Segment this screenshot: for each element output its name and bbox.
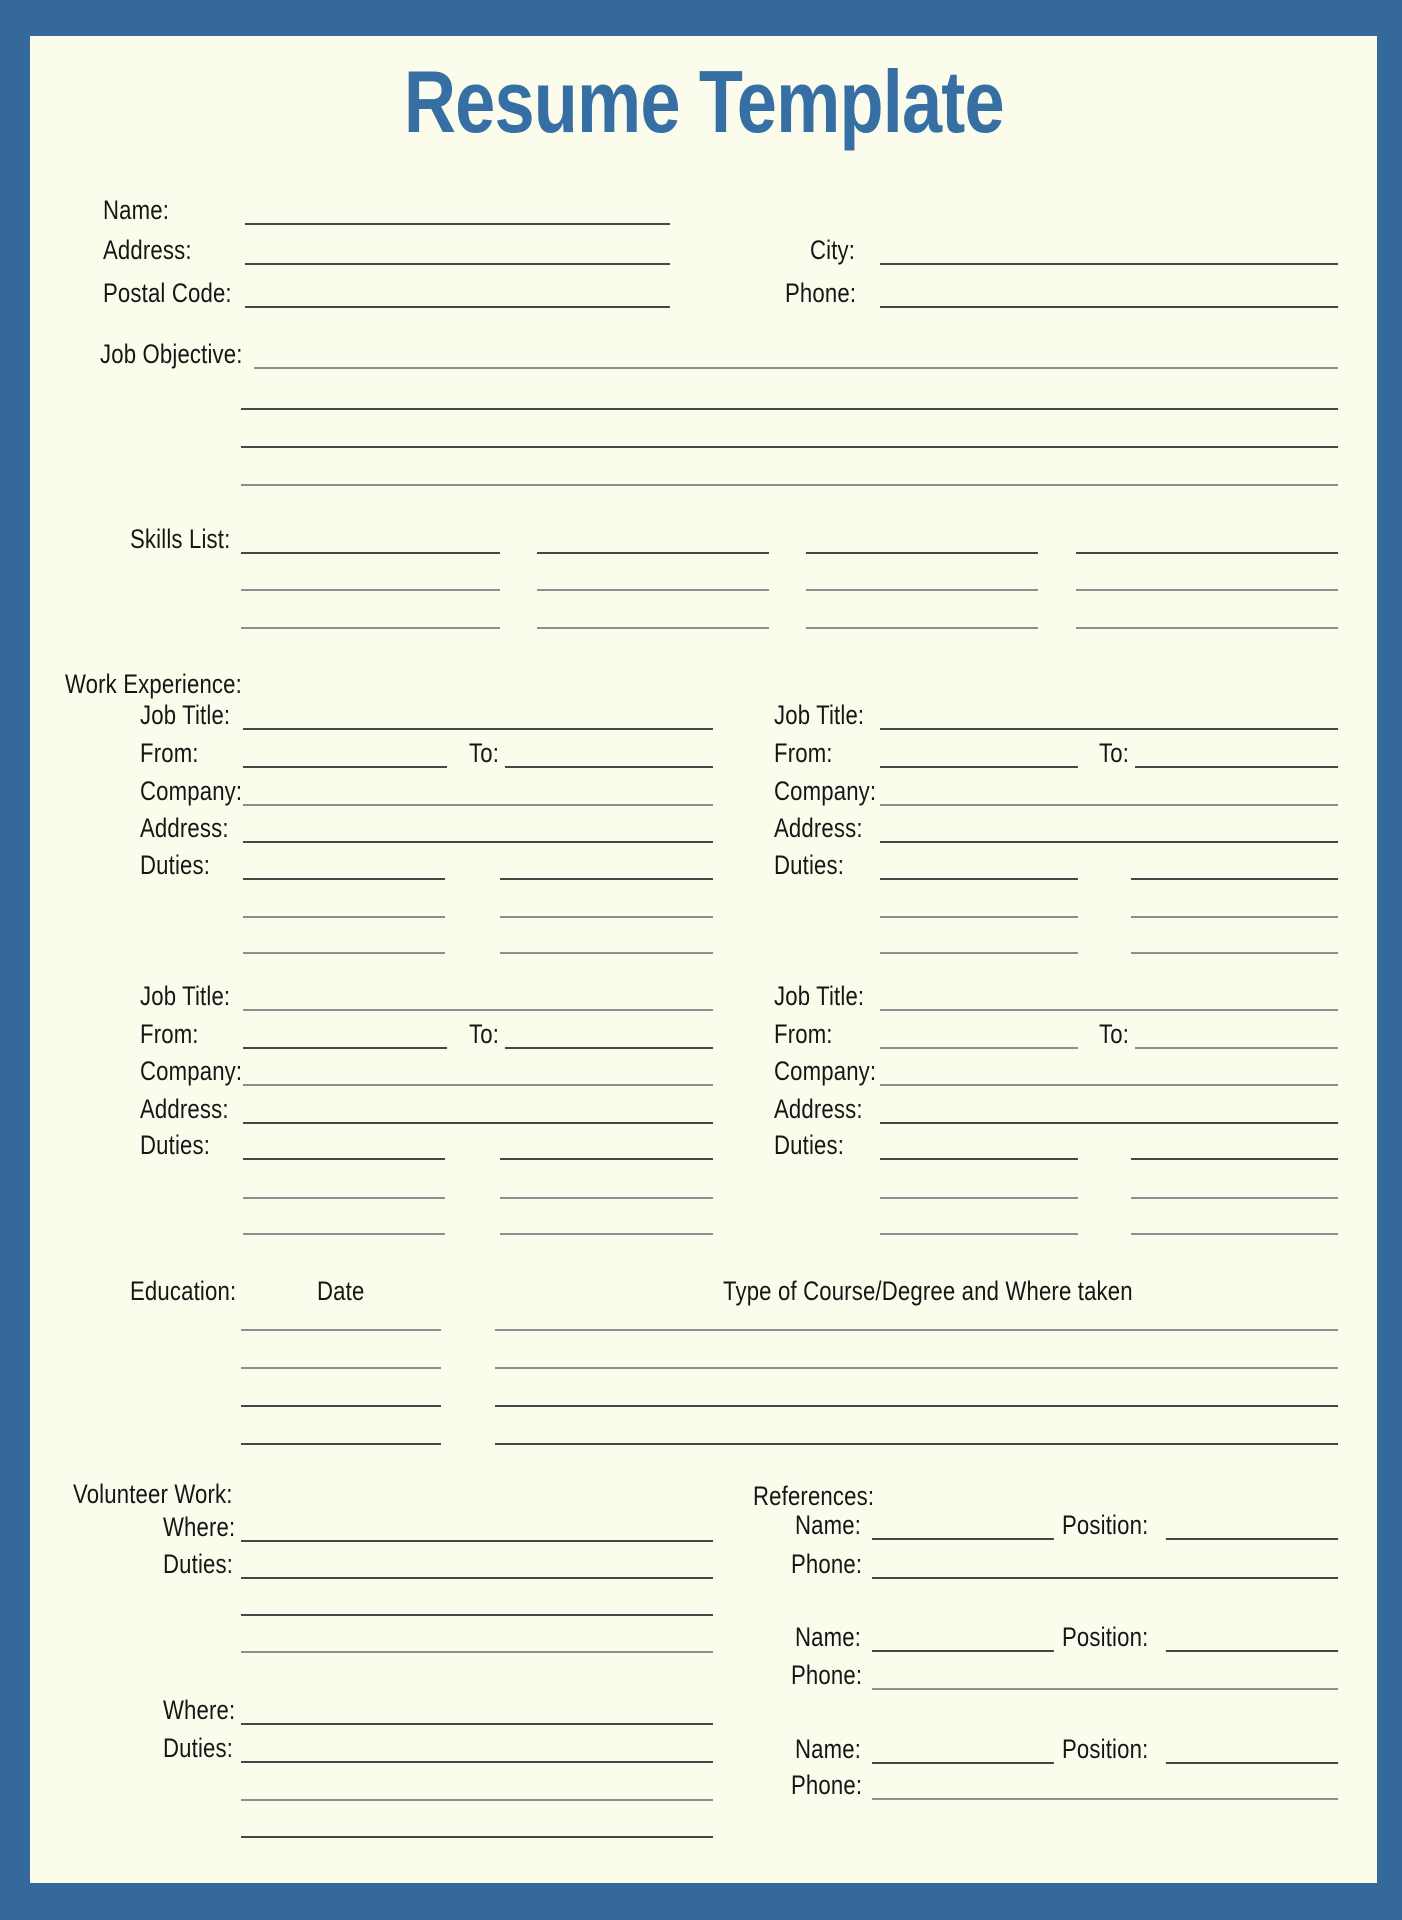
volunteer2-duties-line-2[interactable] <box>241 1799 713 1801</box>
job3-address-label: Address: <box>140 1094 229 1124</box>
job4-title-line[interactable] <box>880 1009 1338 1011</box>
volunteer1-where-label: Where: <box>163 1512 236 1542</box>
volunteer1-duties-line-1[interactable] <box>241 1577 713 1579</box>
volunteer2-duties-label: Duties: <box>163 1733 234 1763</box>
job3-to-line[interactable] <box>505 1047 713 1049</box>
volunteer2-duties-line-1[interactable] <box>241 1761 713 1763</box>
skill-line-r2c3[interactable] <box>806 589 1038 591</box>
page-title <box>30 52 1377 151</box>
ref1-position-label: Position: <box>1062 1510 1149 1540</box>
job3-duties-line-3[interactable] <box>243 1197 445 1199</box>
job4-duties-line-3[interactable] <box>880 1197 1078 1199</box>
job1-address-label: Address: <box>140 813 229 843</box>
city-label: City: <box>810 235 856 265</box>
work-experience-heading: Work Experience: <box>65 669 242 699</box>
phone-line[interactable] <box>880 306 1338 308</box>
job3-company-label: Company: <box>140 1056 243 1086</box>
job1-duties-line-6[interactable] <box>500 952 713 954</box>
education-date-line-4[interactable] <box>241 1443 441 1445</box>
ref3-position-line[interactable] <box>1166 1762 1338 1764</box>
job-objective-line-2[interactable] <box>241 408 1338 410</box>
job2-duties-line-1[interactable] <box>880 878 1078 880</box>
postal-code-label: Postal Code: <box>103 278 232 308</box>
education-date-line-1[interactable] <box>241 1329 441 1331</box>
education-course-degree-header: Type of Course/Degree and Where taken <box>723 1276 1133 1306</box>
name-label: Name: <box>103 195 170 225</box>
job1-to-line[interactable] <box>505 766 713 768</box>
job2-title-label: Job Title: <box>774 700 865 730</box>
volunteer1-duties-line-2[interactable] <box>241 1614 713 1616</box>
page-title-text: Resume Template <box>403 52 1004 151</box>
job2-title-line[interactable] <box>880 728 1338 730</box>
skill-line-r1c4[interactable] <box>1076 552 1338 554</box>
job3-address-line[interactable] <box>243 1122 713 1124</box>
job-objective-line-4[interactable] <box>241 484 1338 486</box>
city-line[interactable] <box>880 263 1338 265</box>
skill-line-r3c3[interactable] <box>806 627 1038 629</box>
job1-company-label: Company: <box>140 776 243 806</box>
job2-duties-label: Duties: <box>774 850 845 880</box>
job4-duties-line-6[interactable] <box>1131 1233 1338 1235</box>
job-objective-label: Job Objective: <box>100 339 243 369</box>
volunteer1-duties-line-3[interactable] <box>241 1651 713 1653</box>
skill-line-r1c2[interactable] <box>537 552 769 554</box>
postal-code-line[interactable] <box>245 306 670 308</box>
job3-duties-line-4[interactable] <box>500 1197 713 1199</box>
job3-company-line[interactable] <box>243 1084 713 1086</box>
job1-duties-line-2[interactable] <box>500 878 713 880</box>
job4-address-label: Address: <box>774 1094 863 1124</box>
ref3-phone-label: Phone: <box>791 1770 863 1800</box>
ref2-name-line[interactable] <box>872 1650 1054 1652</box>
job4-to-line[interactable] <box>1135 1047 1338 1049</box>
job3-duties-line-1[interactable] <box>243 1158 445 1160</box>
job1-duties-label: Duties: <box>140 850 211 880</box>
skill-line-r3c1[interactable] <box>241 627 500 629</box>
job1-duties-line-4[interactable] <box>500 916 713 918</box>
volunteer2-where-label: Where: <box>163 1695 236 1725</box>
job3-duties-line-5[interactable] <box>243 1233 445 1235</box>
job-objective-line-3[interactable] <box>241 446 1338 448</box>
job3-duties-label: Duties: <box>140 1130 211 1160</box>
ref2-name-label: Name: <box>795 1622 862 1652</box>
job3-to-label: To: <box>469 1019 500 1049</box>
education-course-line-3[interactable] <box>495 1405 1338 1407</box>
job1-address-line[interactable] <box>243 841 713 843</box>
job1-company-line[interactable] <box>243 804 713 806</box>
ref1-phone-label: Phone: <box>791 1549 863 1579</box>
education-course-line-4[interactable] <box>495 1443 1338 1445</box>
job4-duties-line-4[interactable] <box>1131 1197 1338 1199</box>
education-course-line-1[interactable] <box>495 1329 1338 1331</box>
ref2-position-line[interactable] <box>1166 1650 1338 1652</box>
job2-duties-line-5[interactable] <box>880 952 1078 954</box>
job4-duties-line-5[interactable] <box>880 1233 1078 1235</box>
job2-company-line[interactable] <box>880 804 1338 806</box>
job2-duties-line-6[interactable] <box>1131 952 1338 954</box>
job3-duties-line-6[interactable] <box>500 1233 713 1235</box>
job2-from-label: From: <box>774 738 833 768</box>
job1-to-label: To: <box>469 738 500 768</box>
job4-duties-line-2[interactable] <box>1131 1158 1338 1160</box>
job2-to-line[interactable] <box>1135 766 1338 768</box>
ref3-name-line[interactable] <box>872 1762 1054 1764</box>
name-line[interactable] <box>245 223 670 225</box>
job4-title-label: Job Title: <box>774 981 865 1011</box>
volunteer1-duties-label: Duties: <box>163 1549 234 1579</box>
job3-duties-line-2[interactable] <box>500 1158 713 1160</box>
skill-line-r1c3[interactable] <box>806 552 1038 554</box>
job4-to-label: To: <box>1099 1019 1130 1049</box>
address-line[interactable] <box>245 263 670 265</box>
volunteer1-where-line[interactable] <box>241 1540 713 1542</box>
job2-duties-line-3[interactable] <box>880 916 1078 918</box>
job4-company-line[interactable] <box>880 1084 1338 1086</box>
ref1-phone-line[interactable] <box>872 1577 1338 1579</box>
job3-title-label: Job Title: <box>140 981 231 1011</box>
volunteer2-duties-line-3[interactable] <box>241 1836 713 1838</box>
job4-from-label: From: <box>774 1019 833 1049</box>
job1-duties-line-5[interactable] <box>243 952 445 954</box>
job2-address-line[interactable] <box>880 841 1338 843</box>
ref1-name-line[interactable] <box>872 1538 1054 1540</box>
education-date-header: Date <box>317 1276 365 1306</box>
job4-address-line[interactable] <box>880 1122 1338 1124</box>
job1-from-label: From: <box>140 738 199 768</box>
phone-label: Phone: <box>785 278 857 308</box>
skill-line-r2c4[interactable] <box>1076 589 1338 591</box>
job1-title-label: Job Title: <box>140 700 231 730</box>
education-date-line-2[interactable] <box>241 1367 441 1369</box>
job2-from-line[interactable] <box>880 766 1078 768</box>
resume-page <box>30 36 1377 1883</box>
job2-company-label: Company: <box>774 776 877 806</box>
job1-duties-line-3[interactable] <box>243 916 445 918</box>
skill-line-r1c1[interactable] <box>241 552 500 554</box>
volunteer-work-heading: Volunteer Work: <box>73 1479 233 1509</box>
skill-line-r2c2[interactable] <box>537 589 769 591</box>
ref3-name-label: Name: <box>795 1734 862 1764</box>
skill-line-r3c2[interactable] <box>537 627 769 629</box>
job-objective-line-1[interactable] <box>254 367 1338 369</box>
skills-list-label: Skills List: <box>130 524 231 554</box>
job1-from-line[interactable] <box>243 766 447 768</box>
job2-address-label: Address: <box>774 813 863 843</box>
volunteer2-where-line[interactable] <box>241 1723 713 1725</box>
job4-from-line[interactable] <box>880 1047 1078 1049</box>
ref1-name-label: Name: <box>795 1510 862 1540</box>
job3-from-label: From: <box>140 1019 199 1049</box>
job1-title-line[interactable] <box>243 728 713 730</box>
job4-company-label: Company: <box>774 1056 877 1086</box>
skill-line-r3c4[interactable] <box>1076 627 1338 629</box>
ref2-position-label: Position: <box>1062 1622 1149 1652</box>
job1-duties-line-1[interactable] <box>243 878 445 880</box>
ref2-phone-label: Phone: <box>791 1660 863 1690</box>
job2-duties-line-4[interactable] <box>1131 916 1338 918</box>
education-date-line-3[interactable] <box>241 1405 441 1407</box>
address-label: Address: <box>103 235 192 265</box>
education-course-line-2[interactable] <box>495 1367 1338 1369</box>
ref3-phone-line[interactable] <box>872 1798 1338 1800</box>
ref1-position-line[interactable] <box>1166 1538 1338 1540</box>
job2-duties-line-2[interactable] <box>1131 878 1338 880</box>
job3-title-line[interactable] <box>243 1009 713 1011</box>
education-heading: Education: <box>130 1276 237 1306</box>
ref2-phone-line[interactable] <box>872 1688 1338 1690</box>
references-heading: References: <box>753 1481 875 1511</box>
skill-line-r2c1[interactable] <box>241 589 500 591</box>
job4-duties-line-1[interactable] <box>880 1158 1078 1160</box>
job3-from-line[interactable] <box>243 1047 447 1049</box>
job4-duties-label: Duties: <box>774 1130 845 1160</box>
ref3-position-label: Position: <box>1062 1734 1149 1764</box>
job2-to-label: To: <box>1099 738 1130 768</box>
